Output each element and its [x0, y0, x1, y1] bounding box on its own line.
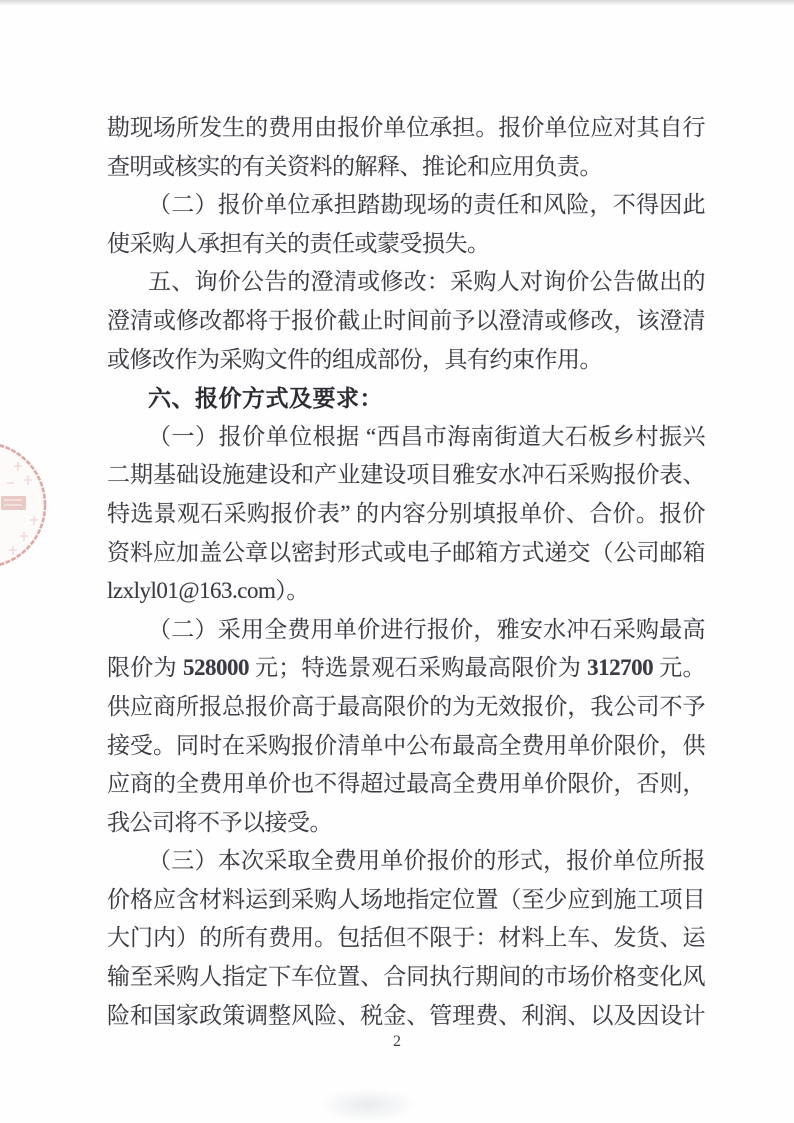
- text-line: （二）采用全费用单价进行报价，雅安水冲石采购最高: [148, 616, 705, 642]
- document-body: [107, 109, 705, 1035]
- text-line: （三）本次采取全费用单价报价的形式，报价单位所报: [148, 848, 705, 874]
- text-line: 查明或核实的有关资料的解释、推论和应用负责。: [107, 153, 602, 179]
- text-segment: 限价为: [107, 655, 183, 681]
- text-line: （一）报价单位根据 “西昌市海南街道大石板乡村振兴: [148, 423, 705, 449]
- text-line: 六、报价方式及要求：: [148, 385, 383, 412]
- text-line: 我公司将不予以接受。: [107, 809, 332, 835]
- text-line: 供应商所报总报价高于最高限价的为无效报价，我公司不予: [107, 693, 705, 719]
- text-line: 险和国家政策调整风险、税金、管理费、利润、以及因设计: [107, 1002, 705, 1028]
- text-line: 输至采购人指定下车位置、合同执行期间的市场价格变化风: [107, 964, 705, 990]
- text-line: 使采购人承担有关的责任或蒙受损失。: [107, 230, 490, 256]
- text-line: 大门内）的所有费用。包括但不限于：材料上车、发货、运: [107, 925, 705, 951]
- text-line: （二）报价单位承担踏勘现场的责任和风险，不得因此: [148, 192, 705, 218]
- text-segment: 元；特选景观石采购最高限价为: [248, 655, 588, 681]
- text-line: 二期基础设施建设和产业建设项目雅安水冲石采购报价表、: [107, 462, 705, 488]
- text-line: 价格应含材料运到采购人场地指定位置（至少应到施工项目: [107, 886, 705, 912]
- text-line: 特选景观石采购报价表” 的内容分别填报单价、合价。报价: [107, 500, 705, 526]
- price-value: 528000: [182, 655, 249, 681]
- red-circular-seal-icon: [0, 428, 72, 596]
- text-line: 或修改作为采购文件的组成部份，具有约束作用。: [107, 346, 602, 372]
- text-line: lzxlyl01@163.com）。: [107, 578, 309, 604]
- text-line: [107, 649, 705, 688]
- page-number: 2: [393, 1033, 401, 1050]
- price-value: 312700: [587, 655, 654, 681]
- scan-smudge: [318, 1088, 418, 1122]
- text-line: 澄清或修改都将于报价截止时间前予以澄清或修改，该澄清: [107, 307, 705, 333]
- text-line: 应商的全费用单价也不得超过最高全费用单价限价，否则，: [107, 771, 705, 797]
- text-line: 接受。同时在采购报价清单中公布最高全费用单价限价，供: [107, 732, 705, 758]
- text-segment: 元。: [653, 655, 705, 681]
- text-line: 勘现场所发生的费用由报价单位承担。报价单位应对其自行: [107, 115, 705, 140]
- text-line: 五、询价公告的澄清或修改：采购人对询价公告做出的: [148, 269, 705, 295]
- scan-edge-top: [0, 0, 794, 5]
- text-line: 资料应加盖公章以密封形式或电子邮箱方式递交（公司邮箱: [107, 539, 705, 565]
